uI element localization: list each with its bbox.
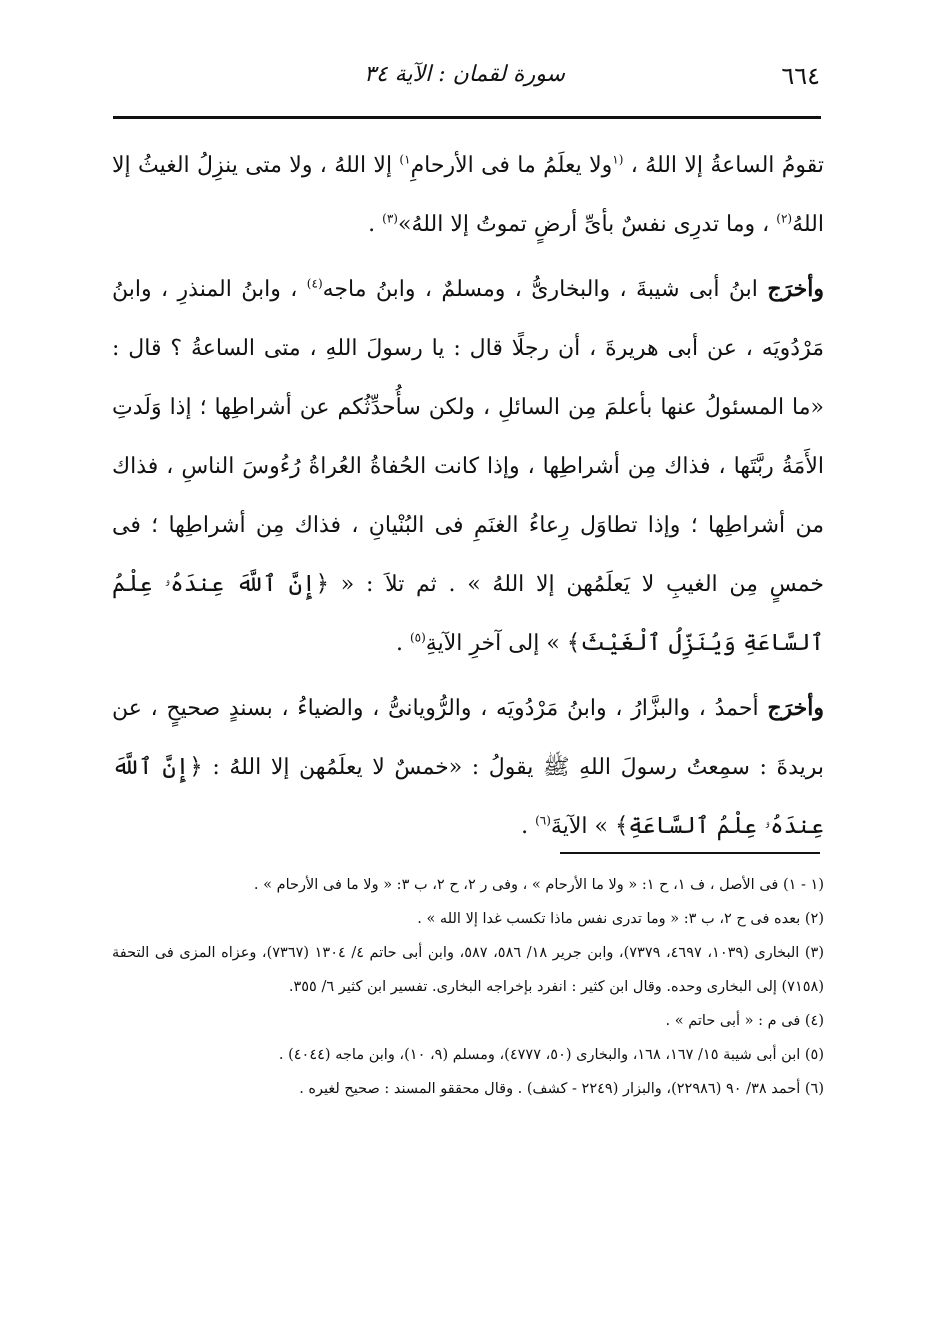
- paragraph: [112, 260, 824, 673]
- quran-verse: ﴿إِنَّ ٱللَّهَ عِندَهُۥ عِلْمُ ٱلسَّاعَةِ وَيُنَزِّلُ ٱلْغَيْثَ﴾: [112, 571, 824, 656]
- footnote-marker: (٣): [382, 211, 398, 226]
- footnote-marker: (٦): [535, 813, 551, 828]
- lead-word: وأخرَج: [767, 695, 824, 721]
- quran-verse: ﴿إِنَّ ٱللَّهَ عِندَهُۥ عِلْمُ ٱلسَّاعَةِ﴾: [112, 754, 824, 839]
- footnote: (٤) فى م : « أبى حاتم » .: [665, 1013, 824, 1029]
- text-run: .: [521, 814, 536, 839]
- footnote: (١ - ١) فى الأصل ، ف ١، ح ١: « ولا ما الأرحام » ، وفى ر ٢، ح ٢، ب ٣: « ولا ما فى الأرحام » .: [253, 877, 824, 893]
- footnote-marker: ١): [399, 152, 411, 167]
- main-text: [112, 136, 824, 856]
- footnote: (٦) أحمد ٣٨/ ٩٠ (٢٢٩٨٦)، والبزار (٢٢٤٩ - كشف) . وقال محققو المسند : صحيح لغيره .: [299, 1081, 824, 1097]
- header-rule: [113, 116, 821, 119]
- footnote-marker: (٢): [776, 211, 793, 226]
- page-header: [120, 62, 820, 102]
- paragraph: [112, 136, 824, 254]
- footnote: (٥) ابن أبى شيبة ١٥/ ١٦٧، ١٦٨، والبخارى (٥٠، ٤٧٧٧)، ومسلم (٩، ١٠)، وابن ماجه (٤٠٤٤) .: [278, 1047, 824, 1063]
- text-run: .: [395, 631, 410, 656]
- footnote-marker: (٥): [409, 630, 426, 645]
- footnote: (٣) البخارى (١٠٣٩، ٤٦٩٧، ٧٣٧٩)، وابن جرير ١٨/ ٥٨٦، ٥٨٧، وابن أبى حاتم ٤/ ١٣٠٤ (٧٣٦٧)، وعزاه المزى فى التحفة (٧١٥٨) إلى البخارى وحده. وقال ابن كثير : انفرد بإخراجه البخارى. تفسير ابن كثير ٦/ ٣٥٥.: [112, 945, 825, 995]
- text-run: » الآيةَ: [550, 814, 615, 839]
- text-run: ، وابنُ المنذرِ ، وابنُ مَرْدُويَه ، عن أبى هريرةَ ، أن رجلًا قال : يا رسولَ اللهِ ، متى الساعةُ ؟ قال : «ما المسئولُ عنها بأعلمَ مِن السائلِ ، ولكن سأُحدِّثُكم عن أشراطِها ؛ إذا وَلَدتِ الأَمَةُ ربَّتَها ، فذاك مِن أشراطِها ، وإذا كانت الحُفاةُ العُراةُ رُءُوسَ الناسِ ، فذاك من أشراطِها ؛ وإذا تطاوَل رِعاءُ الغنَمِ فى البُنْيانِ ، فذاك مِن أشراطِها ؛ فى خمسٍ مِن الغيبِ لا يَعلَمُهن إلا اللهُ » . ثم تلاَ : «: [112, 277, 824, 597]
- text-run: ، وما تدرِى نفسٌ بأىِّ أرضٍ تموتُ إلا اللهُ»: [397, 212, 777, 237]
- running-title: سورة لقمان : الآية ٣٤: [364, 62, 565, 87]
- footnote-marker: (١: [612, 152, 624, 167]
- text-run: .: [368, 212, 383, 237]
- footnote-marker: (٤): [306, 276, 323, 291]
- text-run: تقومُ الساعةُ إلا اللهُ ،: [623, 153, 824, 178]
- text-run: ابنُ أبى شيبةَ ، والبخارىُّ ، ومسلمٌ ، وابنُ ماجه: [322, 277, 768, 302]
- footnote: (٢) بعده فى ح ٢، ب ٣: « وما تدرى نفس ماذا تكسب غدا إلا الله » .: [417, 911, 824, 927]
- footnotes: [112, 868, 824, 1106]
- page-number: ٦٦٤: [781, 62, 820, 90]
- text-run: ولا يعلَمُ ما فى الأرحامِ: [410, 153, 613, 178]
- lead-word: وأخرَج: [767, 276, 824, 302]
- footnote-separator: [560, 852, 820, 854]
- text-run: » إلى آخرِ الآيةِ: [425, 631, 567, 656]
- text-run: إلا اللهُ ، ولا متى ينزِلُ الغيثُ إلا اللهُ: [112, 153, 824, 237]
- text-run: أحمدُ ، والبزَّارُ ، وابنُ مَرْدُويَه ، والرُّويانىُّ ، والضياءُ ، بسندٍ صحيحٍ ، عن بريدةَ : سمِعتُ رسولَ اللهِ ﷺ يقولُ : «خمسٌ لا يعلَمُهن إلا اللهُ :: [112, 696, 825, 780]
- paragraph: [112, 679, 824, 856]
